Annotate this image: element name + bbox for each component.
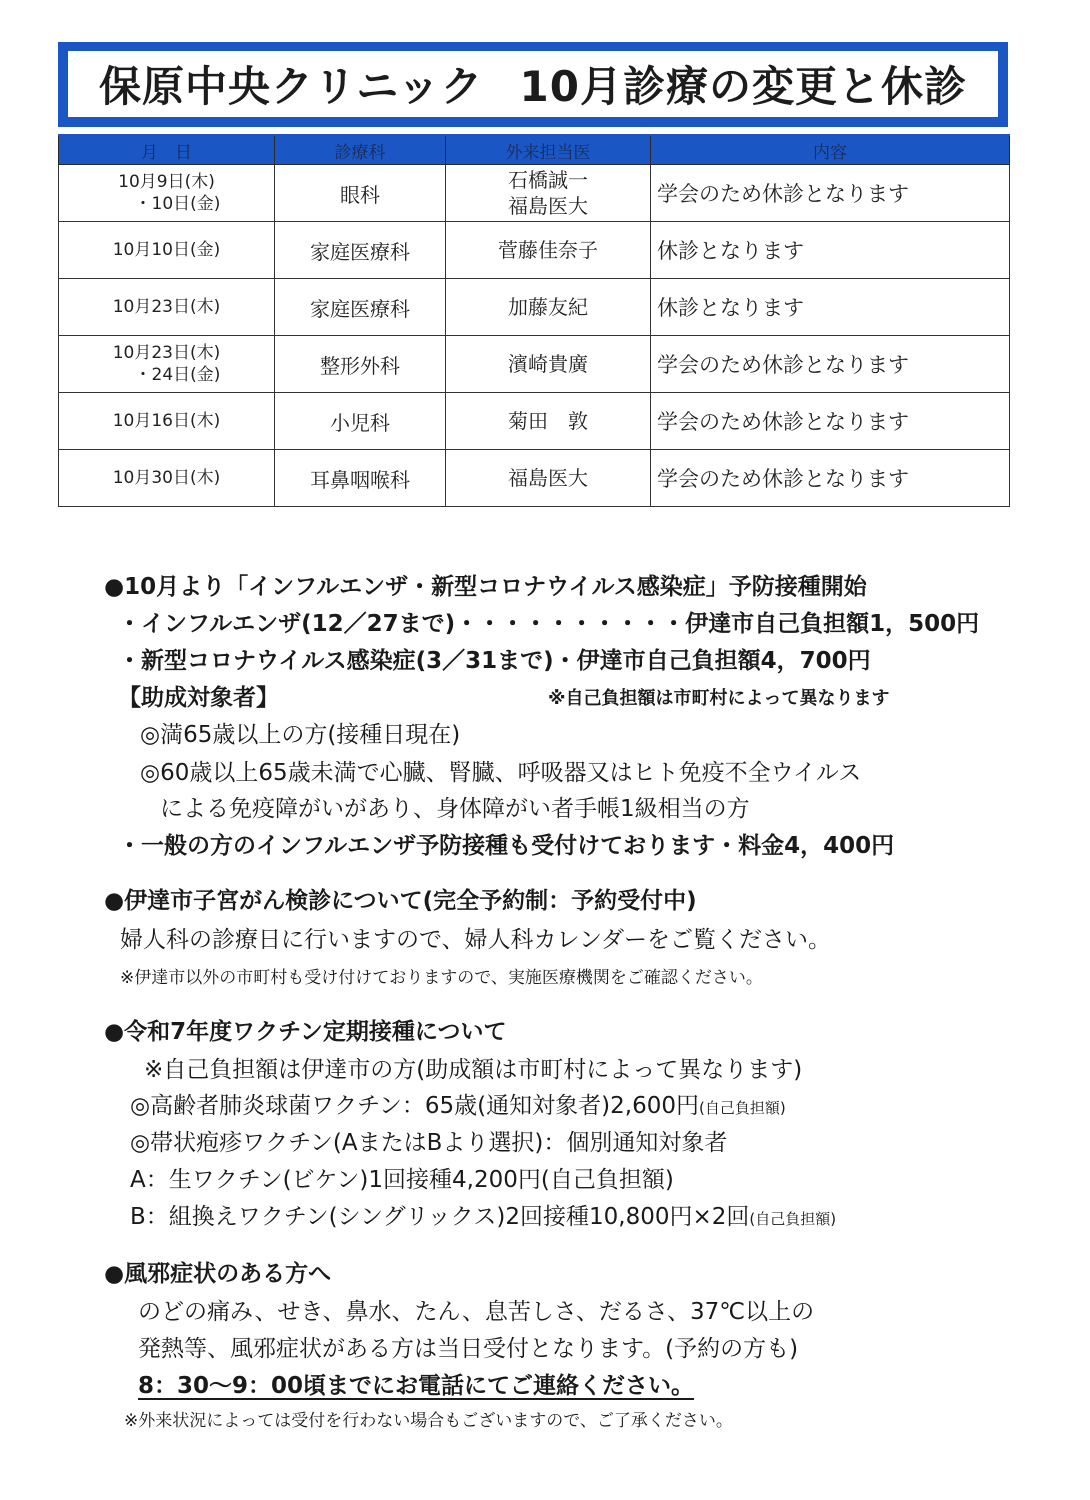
eligible-item-cont: による免疫障がいがあり、身体障がい者手帳1級相当の方 (160, 796, 750, 822)
cell-date (59, 165, 275, 222)
eligible-item: ◎満65歳以上の方(接種日現在) (140, 722, 461, 748)
zoster-option-b (130, 1198, 836, 1231)
general-price: ・一般の方のインフルエンザ予防接種も受付けております・料金4，400円 (118, 833, 895, 859)
table-row (59, 222, 1010, 279)
cell-department: 家庭医療科 (275, 279, 446, 336)
cell-doctor: 加藤友紀 (446, 279, 651, 336)
doctor-line: 福島医大 (508, 194, 588, 218)
notice-title: 10月診療の変更と休診 (519, 62, 967, 111)
date-line: 10月9日(木) (118, 172, 215, 192)
date-line: 10月30日(木) (112, 468, 221, 488)
table-header-row (59, 135, 1010, 165)
cell-department: 眼科 (275, 165, 446, 222)
subsidy-label: 【助成対象者】 (118, 685, 279, 711)
cervical-heading: ●伊達市子宮がん検診について(完全予約制：予約受付中) (104, 888, 697, 914)
date-line: 10月10日(金) (112, 240, 221, 260)
cell-doctor: 菊田 敦 (446, 393, 651, 450)
cell-content: 学会のため休診となります (651, 336, 1010, 393)
pneumococcal-note: (自己負担額) (698, 1099, 786, 1117)
vaccination-heading: ●10月より「インフルエンザ・新型コロナウイルス感染症」予防接種開始 (104, 574, 867, 600)
cervical-body: 婦人科の診療日に行いますので、婦人科カレンダーをご覧ください。 (120, 927, 832, 953)
eligible-item: ◎60歳以上65歳未満で心臓、腎臓、呼吸器又はヒト免疫不全ウイルス (140, 760, 862, 786)
cold-heading: ●風邪症状のある方へ (104, 1261, 332, 1287)
doctor-line: 石橋誠一 (508, 168, 588, 192)
zoster-option-a: A：生ワクチン(ビケン)1回接種4,200円(自己負担額) (130, 1167, 674, 1193)
header-content: 内容 (651, 135, 1010, 165)
phone-instruction: 8：30～9：00頃までにお電話にてご連絡ください。 (138, 1373, 695, 1399)
cell-doctor (446, 165, 651, 222)
cell-date (59, 450, 275, 507)
cell-content: 休診となります (651, 279, 1010, 336)
cell-date (59, 279, 275, 336)
cold-line-1: のどの痛み、せき、鼻水、たん、息苦しさ、だるさ、37℃以上の (138, 1299, 815, 1325)
cell-doctor: 福島医大 (446, 450, 651, 507)
cell-date (59, 222, 275, 279)
cell-content: 休診となります (651, 222, 1010, 279)
subsidy-note: ※自己負担額は市町村によって異なります (548, 688, 890, 709)
cell-department: 整形外科 (275, 336, 446, 393)
cell-date (59, 336, 275, 393)
date-line: ・10日(金) (134, 194, 221, 214)
schedule-table (58, 134, 1010, 507)
cell-content: 学会のため休診となります (651, 450, 1010, 507)
header-date: 月 日 (59, 135, 275, 165)
header-doctor: 外来担当医 (446, 135, 651, 165)
cell-department: 耳鼻咽喉科 (275, 450, 446, 507)
date-line: 10月16日(木) (112, 411, 221, 431)
routine-note: ※自己負担額は伊達市の方(助成額は市町村によって異なります) (144, 1057, 803, 1083)
table-row (59, 450, 1010, 507)
zoster-item: ◎帯状疱疹ワクチン(AまたはBより選択)：個別通知対象者 (130, 1130, 728, 1156)
date-line: ・24日(金) (134, 365, 221, 385)
cell-department: 家庭医療科 (275, 222, 446, 279)
table-row (59, 393, 1010, 450)
table-row (59, 279, 1010, 336)
cell-department: 小児科 (275, 393, 446, 450)
cold-line-2: 発熱等、風邪症状がある方は当日受付となります。(予約の方も) (138, 1336, 799, 1362)
zoster-b-note: (自己負担額) (749, 1210, 837, 1228)
zoster-b-text: B：組換えワクチン(シングリックス)2回接種10,800円×2回 (130, 1204, 750, 1230)
table-row (59, 165, 1010, 222)
cell-doctor: 濱崎貴廣 (446, 336, 651, 393)
title-banner (58, 42, 1008, 127)
date-line: 10月23日(木) (112, 343, 221, 363)
cell-doctor: 菅藤佳奈子 (446, 222, 651, 279)
cell-date (59, 393, 275, 450)
table-row (59, 336, 1010, 393)
cervical-note: ※伊達市以外の市町村も受け付けておりますので、実施医療機関をご確認ください。 (120, 968, 763, 988)
cold-note: ※外来状況によっては受付を行わない場合もございますので、ご了承ください。 (124, 1411, 733, 1431)
cell-content: 学会のため休診となります (651, 393, 1010, 450)
pneumococcal-item (130, 1087, 786, 1120)
header-department: 診療科 (275, 135, 446, 165)
influenza-price: ・インフルエンザ(12／27まで)・・・・・・・・・・伊達市自己負担額1，500円 (118, 611, 980, 637)
routine-heading: ●令和7年度ワクチン定期接種について (104, 1019, 507, 1045)
clinic-name: 保原中央クリニック (99, 62, 484, 111)
pneumococcal-text: ◎高齢者肺炎球菌ワクチン：65歳(通知対象者)2,600円 (130, 1093, 699, 1119)
title-text (68, 51, 998, 117)
cell-content: 学会のため休診となります (651, 165, 1010, 222)
covid-price: ・新型コロナウイルス感染症(3／31まで)・伊達市自己負担額4，700円 (118, 648, 871, 674)
date-line: 10月23日(木) (112, 297, 221, 317)
